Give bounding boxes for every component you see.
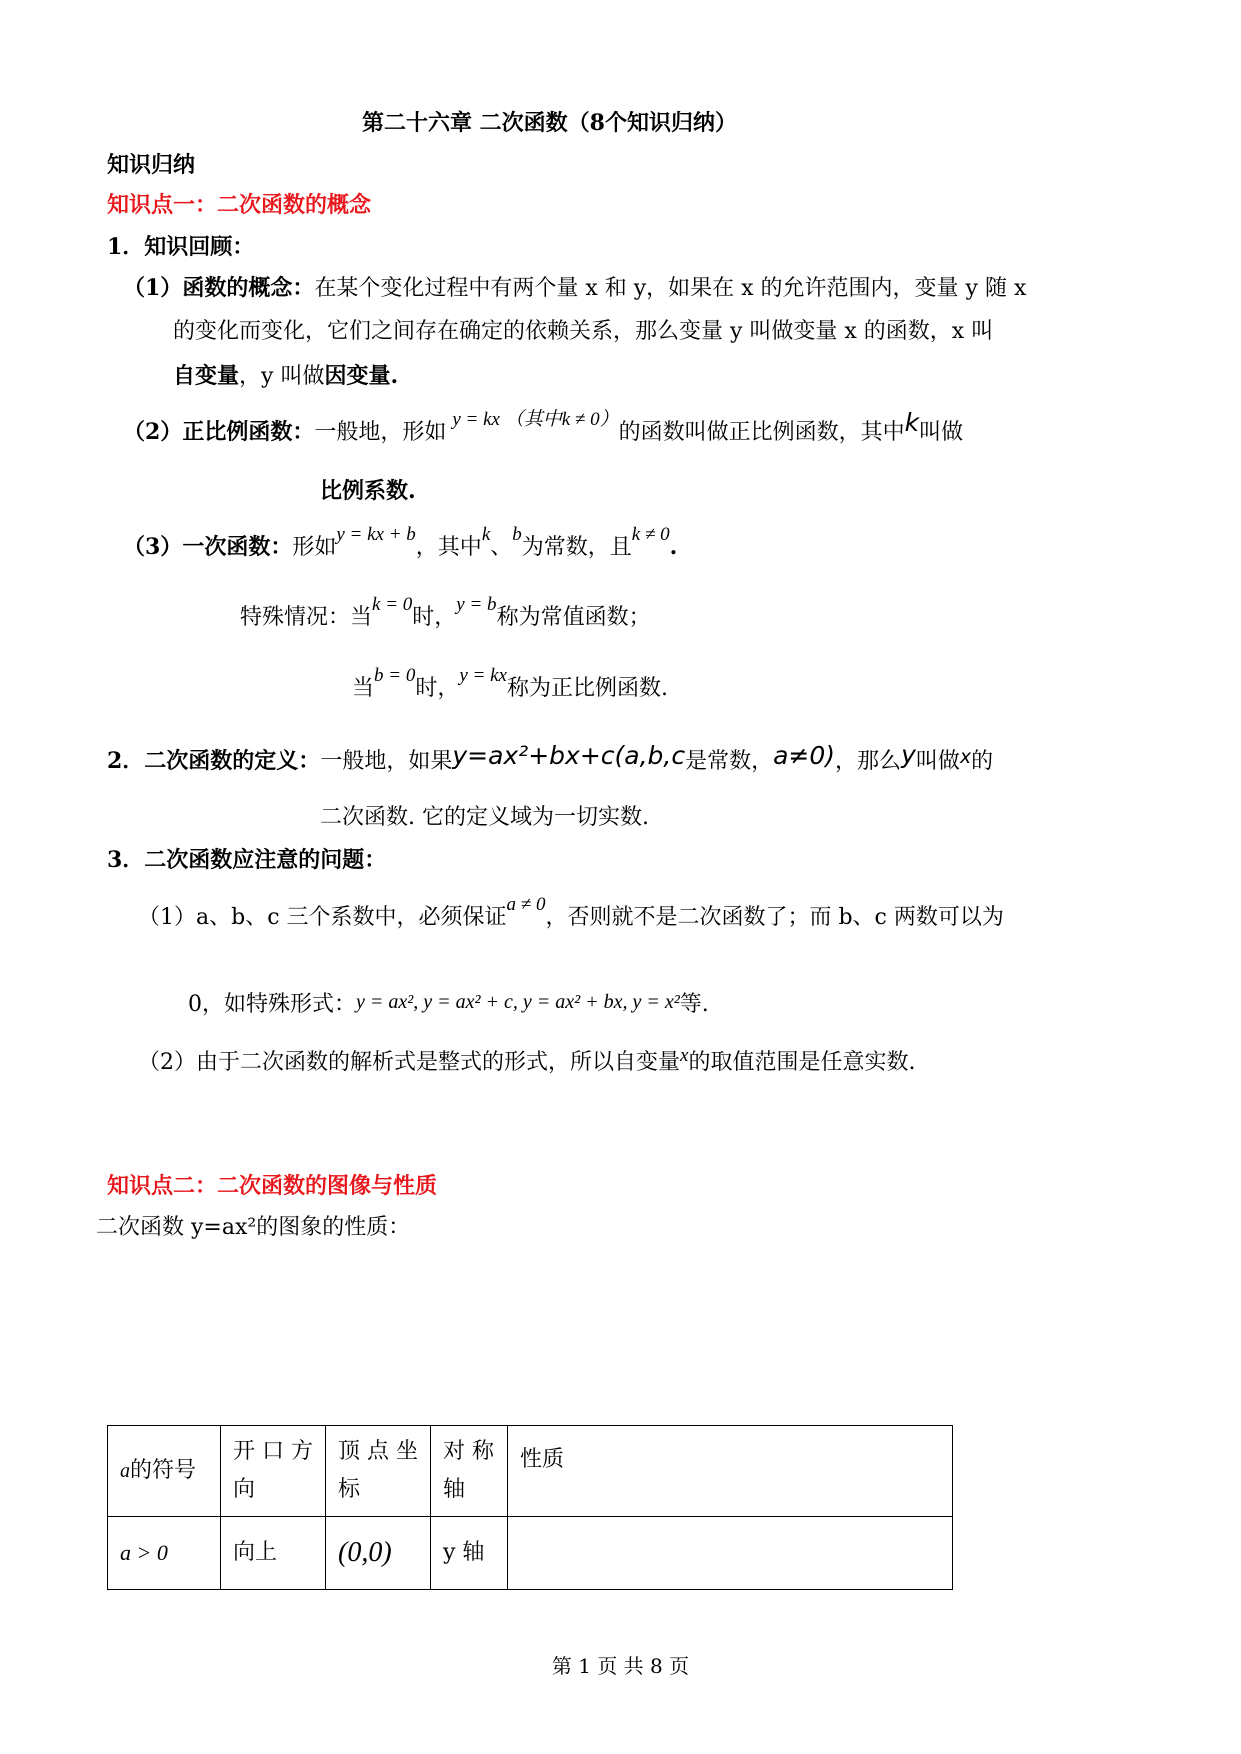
item2-text-c: 叫做: [919, 420, 964, 445]
item1-term: 函数的概念：: [182, 275, 315, 301]
item3-cond: k ≠ 0: [631, 524, 670, 545]
cell-axis: y 轴: [431, 1517, 508, 1590]
table-header-row: [108, 1426, 953, 1517]
properties-table: [107, 1425, 953, 1590]
item3-num: （3）: [123, 534, 183, 560]
review-heading: 1．知识回顾：: [107, 234, 255, 260]
notes-heading: 3．二次函数应注意的问题：: [107, 847, 387, 873]
item2-k: k: [904, 408, 920, 437]
definition-y: y: [901, 740, 916, 769]
cell-vertex: (0,0): [326, 1517, 431, 1590]
notes-n1-cond: a ≠ 0: [506, 894, 546, 915]
special1-c: 称为常值函数；: [496, 605, 651, 630]
header-axis: 对 称 轴: [431, 1426, 508, 1517]
kp2-heading: 知识点二：二次函数的图像与性质: [107, 1173, 438, 1199]
definition-text-b: 是常数，: [685, 749, 774, 774]
item3-k: k: [481, 524, 491, 545]
header-opening: 开 口 方 向: [221, 1426, 326, 1517]
special1-a: 特殊情况：当: [240, 605, 373, 630]
notes-n2-x: x: [680, 1045, 689, 1066]
item2-term2: 比例系数.: [320, 478, 416, 504]
notes-n2-a: （2）由于二次函数的解析式是整式的形式，所以自变量: [138, 1050, 680, 1075]
cell-property: [508, 1517, 953, 1590]
section-heading: 知识归纳: [107, 152, 196, 178]
item3-term: 一次函数：: [182, 534, 293, 560]
item2-text-b: 的函数叫做正比例函数，其中: [618, 420, 905, 445]
kp2-intro: 二次函数 y=ax²的图象的性质：: [96, 1215, 411, 1240]
header-vertex: 顶 点 坐 标: [326, 1426, 431, 1517]
special1-b: 时，: [412, 605, 457, 630]
definition-text-c: ，那么: [835, 749, 902, 774]
notes-n1-line2: [188, 990, 709, 1020]
item3-line1: [123, 524, 678, 564]
cell-sign: a > 0: [108, 1517, 221, 1590]
notes-n2: [138, 1045, 916, 1079]
item3-formula: y = kx + b: [336, 524, 416, 545]
definition-line1: [107, 740, 994, 777]
header-property: 性质: [508, 1426, 953, 1517]
special1-formula: y = b: [456, 594, 497, 615]
item3-text-c: 为常数，且: [521, 535, 632, 560]
item1-text-b: 的变化而变化，它们之间存在确定的依赖关系，那么变量 y 叫做变量 x 的函数，x 叫: [173, 319, 994, 344]
page-title: 第二十六章 二次函数（8个知识归纳）: [362, 110, 737, 136]
special1-cond: k = 0: [372, 594, 413, 615]
item2-line1: [123, 408, 964, 449]
notes-n1-d: 等.: [679, 992, 709, 1017]
item1-term3: 因变量: [324, 363, 391, 389]
item2-term: 正比例函数：: [182, 419, 315, 445]
definition-x: x: [959, 746, 972, 768]
item3-text-b: ，其中: [415, 535, 482, 560]
special2-a: 当: [352, 676, 375, 701]
kp1-heading: 知识点一：二次函数的概念: [107, 192, 372, 218]
definition-text-f: 二次函数. 它的定义域为一切实数.: [320, 805, 649, 830]
item3-text-a: 形如: [292, 535, 337, 560]
item1-num: （1）: [123, 275, 183, 301]
item1-text-a: 在某个变化过程中有两个量 x 和 y，如果在 x 的允许范围内，变量 y 随 x: [314, 276, 1027, 301]
item3-special1: [240, 594, 651, 634]
item3-sep: 、: [490, 535, 513, 560]
item1-text-c: ，y 叫做: [239, 364, 325, 389]
item1-term2: 自变量: [173, 363, 240, 389]
page-footer: 第 1 页 共 8 页: [551, 1654, 690, 1678]
item1-line1: [123, 273, 1026, 304]
item1-line3: [173, 361, 398, 392]
special2-b: 时，: [415, 676, 460, 701]
item3-end: .: [669, 534, 678, 560]
notes-n1-line1: [138, 894, 1004, 934]
definition-formula: y=ax²+bx+c(a,b,c: [452, 741, 686, 770]
definition-text-d: 叫做: [915, 749, 960, 774]
definition-heading: 2．二次函数的定义：: [107, 748, 321, 774]
item3-special2: [352, 665, 668, 705]
notes-n1-forms: y = ax², y = ax² + c, y = ax² + bx, y = x²: [356, 991, 680, 1013]
header-sign: a的符号: [108, 1426, 221, 1517]
definition-cond: a≠0): [773, 741, 836, 770]
definition-text-a: 一般地，如果: [320, 749, 453, 774]
item1-end: .: [390, 363, 399, 389]
special2-cond: b = 0: [374, 665, 416, 686]
notes-n1-b: ，否则就不是二次函数了；而 b、c 两数可以为: [545, 905, 1004, 930]
special2-formula: y = kx: [459, 665, 507, 686]
notes-n1-a: （1）a、b、c 三个系数中，必须保证: [138, 905, 507, 930]
item2-formula: y = kx （其中k ≠ 0）: [452, 409, 619, 430]
special2-c: 称为正比例函数.: [506, 676, 668, 701]
notes-n2-b: 的取值范围是任意实数.: [688, 1050, 916, 1075]
definition-text-e: 的: [971, 749, 994, 774]
item2-text-a: 一般地，形如: [314, 420, 447, 445]
table-row: [108, 1517, 953, 1590]
notes-n1-c: 0，如特殊形式：: [188, 992, 356, 1017]
item2-num: （2）: [123, 419, 183, 445]
cell-opening: 向上: [221, 1517, 326, 1590]
item3-b: b: [512, 524, 522, 545]
